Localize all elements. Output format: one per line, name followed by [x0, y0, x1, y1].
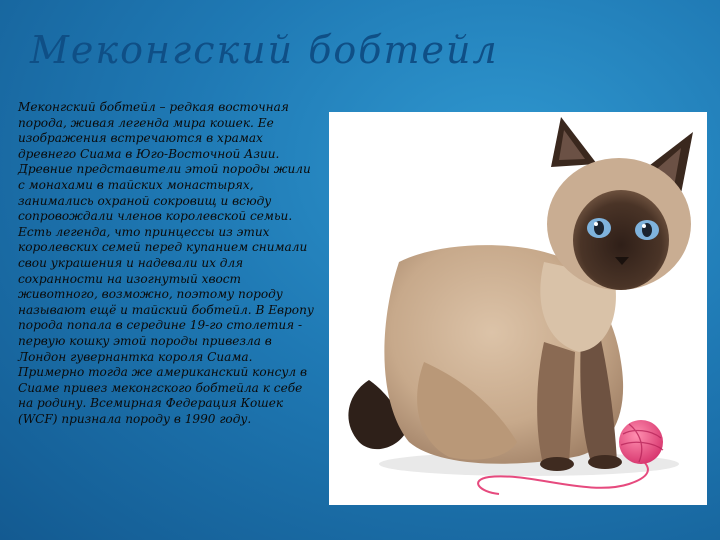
page-title: Меконгский бобтейл [30, 28, 499, 72]
cat-photo [329, 112, 707, 505]
eye-right-shine [642, 224, 646, 228]
paw-right [588, 455, 622, 469]
eye-left-shine [594, 222, 598, 226]
body-text: Меконгский бобтейл – редкая восточная порода, живая легенда мира кошек. Ее изображения встречаются в храмах древнего Сиама в Юго-Восточной Азии. Древние представители этой породы жили с монахами в тайских монастырях, занимались охраной сокровищ и всюду сопровождали членов королевской семьи. Есть легенда, что принцессы из этих королевских семей перед купанием снимали свои украшения и надевали их для сохранности на изогнутый хвост животного, возможно, поэтому породу называют ещё и тайский бобтейл. В Европу порода попала в середине 19-го столетия - первую кошку этой породы привезла в Лондон гувернантка короля Сиама. Примерно тогда же американский консул в Сиаме привез меконгского бобтейла к себе на родину. Всемирная Федерация Кошек (WCF) признала породу в 1990 году. [18, 100, 314, 426]
cat-illustration [329, 112, 707, 505]
front-leg-left [537, 342, 575, 464]
paw-left [540, 457, 574, 471]
face-mask [573, 190, 669, 290]
ear-left [551, 117, 597, 167]
